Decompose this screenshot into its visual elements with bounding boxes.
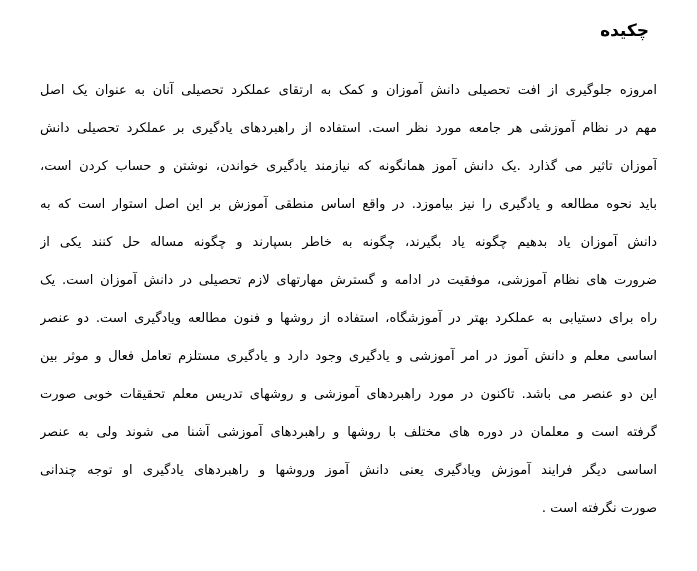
- paragraph-line-4: باید نحوه مطالعه و یادگیری را نیز بیاموزد. در واقع اساس منطقی آموزش بر این اصل استوار است که به: [40, 197, 657, 212]
- paragraph-line-9: این دو عنصر می باشد. تاکنون در مورد راهبردهای آموزشی و روشهای تدریس معلم تحقیقات خوبی صورت: [40, 387, 657, 402]
- paragraph-line-7: راه برای دستیابی به عملکرد بهتر در آموزشگاه، استفاده از روشها و فنون مطالعه ویادگیری است. دو عنصر: [40, 311, 657, 326]
- paragraph-line-12: صورت نگرفته است .: [541, 501, 657, 516]
- paragraph-line-5: دانش آموزان یاد بدهیم چگونه یاد بگیرند، چگونه به خاطر بسپارند و چگونه مساله حل کنند یکی از: [40, 235, 657, 250]
- paragraph-line-1: امروزه جلوگیری از افت تحصیلی دانش آموزان و کمک به ارتقای عملکرد تحصیلی آنان به عنوان یک اصل: [40, 83, 657, 98]
- paragraph-line-6: ضرورت های نظام آموزشی، موفقیت در ادامه و گسترش مهارتهای لازم تحصیلی در دانش آموزان است. یک: [40, 273, 657, 288]
- paragraph-line-2: مهم در نظام آموزشی هر جامعه مورد نظر است. استفاده از راهبردهای یادگیری بر عملکرد تحصیلی دانش: [40, 121, 657, 136]
- paragraph-line-10: گرفته است و معلمان در دوره های مختلف با روشها و راهبردهای آموزشی آشنا می شوند ولی به عنصر: [40, 425, 657, 440]
- paragraph-line-8: اساسی معلم و دانش آموز در امر آموزشی و یادگیری وجود دارد و یادگیری مستلزم تعامل فعال و موثر بین: [40, 349, 657, 364]
- paragraph-line-11: اساسی دیگر فرایند آموزش ویادگیری یعنی دانش آموز وروشها و راهبردهای یادگیری او توجه چندانی: [40, 463, 657, 478]
- paragraph-line-3: آموزان تاثیر می گذارد .یک دانش آموز همانگونه که نیازمند یادگیری خواندن، نوشتن و حساب کردن است،: [40, 159, 657, 174]
- abstract-heading: چکیده: [600, 21, 649, 41]
